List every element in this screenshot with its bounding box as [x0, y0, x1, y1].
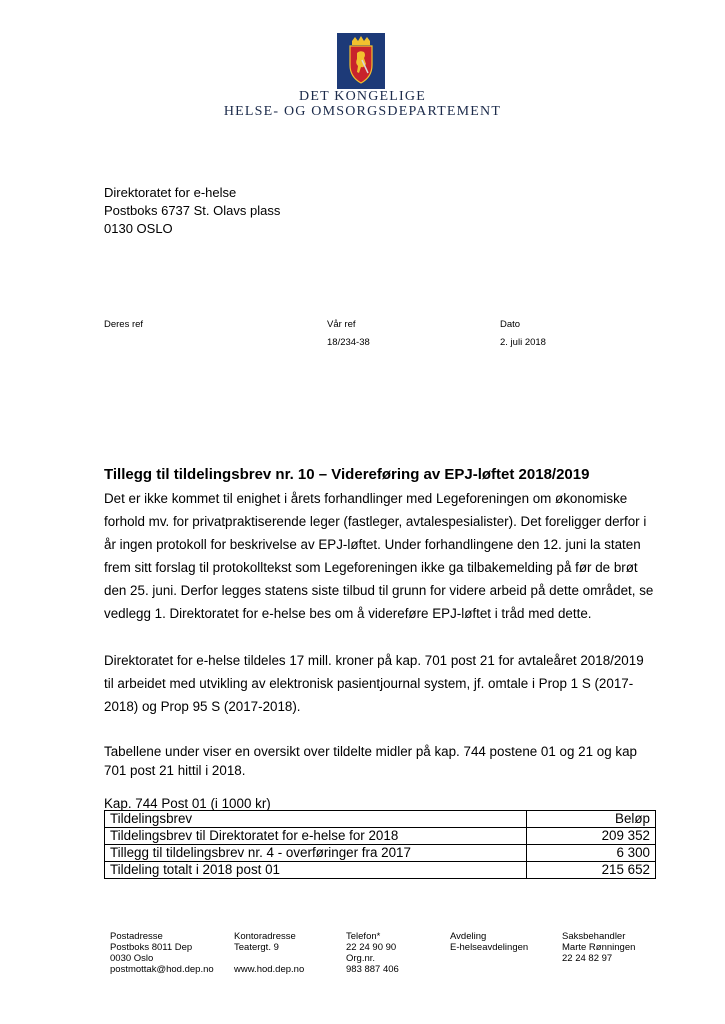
footer-email: postmottak@hod.dep.no	[110, 964, 214, 975]
footer-line: Marte Rønningen	[562, 942, 636, 953]
table-header-row	[105, 811, 656, 828]
footer-heading: Telefon*	[346, 931, 381, 942]
paragraph-line: frem sitt forslag til protokolltekst som Legeforeningen ikke ga tilbakemelding på før de brøt	[104, 560, 638, 575]
footer-line: Postboks 8011 Dep	[110, 942, 193, 953]
paragraph-line: 2018) og Prop 95 S (2017-2018).	[104, 699, 301, 714]
var-ref-label: Vår ref	[327, 319, 356, 330]
row-amount: 215 652	[527, 862, 656, 879]
row-amount: 6 300	[527, 845, 656, 862]
footer-avdeling	[450, 931, 528, 953]
footer-line: 983 887 406	[346, 964, 399, 975]
paragraph-2	[104, 649, 664, 718]
paragraph-3	[104, 742, 664, 780]
department-name-line1: DET KONGELIGE	[299, 89, 426, 104]
paragraph-line: Direktoratet for e-helse tildeles 17 mill. kroner på kap. 701 post 21 for avtaleåret 2018/2019	[104, 653, 644, 668]
row-label: Tildeling totalt i 2018 post 01	[105, 862, 527, 879]
footer-heading: Avdeling	[450, 931, 487, 942]
recipient-street: Postboks 6737 St. Olavs plass	[104, 203, 281, 218]
footer-line: E-helseavdelingen	[450, 942, 529, 953]
table-row	[105, 862, 656, 879]
recipient-name: Direktoratet for e-helse	[104, 185, 237, 200]
header-label: Tildelingsbrev	[105, 811, 527, 828]
footer-saksbehandler	[562, 931, 635, 964]
coat-of-arms-logo	[337, 33, 385, 89]
deres-ref-label: Deres ref	[104, 319, 144, 330]
footer-telefon	[346, 931, 399, 975]
paragraph-line: den 25. juni. Derfor legges statens siste tilbud til grunn for videre arbeid på dette området, se	[104, 583, 654, 598]
budget-table	[104, 810, 656, 879]
paragraph-line: forhold mv. for privatpraktiserende leger (fastleger, avtalespesialister). Det foreligger derfor i	[104, 514, 647, 529]
recipient-city: 0130 OSLO	[104, 221, 173, 236]
paragraph-line: Det er ikke kommet til enighet i årets forhandlinger med Legeforeningen om økonomiske	[104, 491, 628, 506]
footer-heading: Postadresse	[110, 931, 163, 942]
footer-postadresse	[110, 931, 214, 975]
paragraph-line: til arbeidet med utvikling av elektronisk pasientjournal system, jf. omtale i Prop 1 S (2017-	[104, 676, 634, 691]
footer-website: www.hod.dep.no	[234, 964, 305, 975]
footer-heading: Saksbehandler	[562, 931, 626, 942]
paragraph-1	[104, 487, 664, 625]
footer-line: 22 24 82 97	[562, 953, 613, 964]
footer-line: Org.nr.	[346, 953, 376, 964]
letter-title: Tillegg til tildelingsbrev nr. 10 – Videreføring av EPJ-løftet 2018/2019	[104, 466, 590, 483]
header-amount: Beløp	[527, 811, 656, 828]
paragraph-line: vedlegg 1. Direktoratet for e-helse bes om å videreføre EPJ-løftet i tråd med dette.	[104, 606, 592, 621]
footer-line: 22 24 90 90	[346, 942, 397, 953]
paragraph-line: 701 post 21 hittil i 2018.	[104, 763, 246, 778]
footer-line	[234, 953, 304, 964]
paragraph-line: år ingen protokoll for beskrivelse av EPJ-løftet. Under forhandlingene den 12. juni la staten	[104, 537, 641, 552]
footer-heading: Kontoradresse	[234, 931, 296, 942]
table-caption: Kap. 744 Post 01 (i 1000 kr)	[104, 796, 271, 811]
dato-value: 2. juli 2018	[500, 337, 546, 348]
row-label: Tillegg til tildelingsbrev nr. 4 - overføringer fra 2017	[105, 845, 527, 862]
row-amount: 209 352	[527, 828, 656, 845]
row-label: Tildelingsbrev til Direktoratet for e-helse for 2018	[105, 828, 527, 845]
paragraph-line: Tabellene under viser en oversikt over tildelte midler på kap. 744 postene 01 og 21 og kap	[104, 744, 637, 759]
department-name-line2: HELSE- OG OMSORGSDEPARTEMENT	[223, 104, 502, 119]
table-row	[105, 845, 656, 862]
footer-line: Teatergt. 9	[234, 942, 279, 953]
table-row	[105, 828, 656, 845]
footer-kontoradresse	[234, 931, 304, 975]
dato-label: Dato	[500, 319, 521, 330]
footer-line: 0030 Oslo	[110, 953, 154, 964]
var-ref-value: 18/234-38	[327, 337, 370, 348]
